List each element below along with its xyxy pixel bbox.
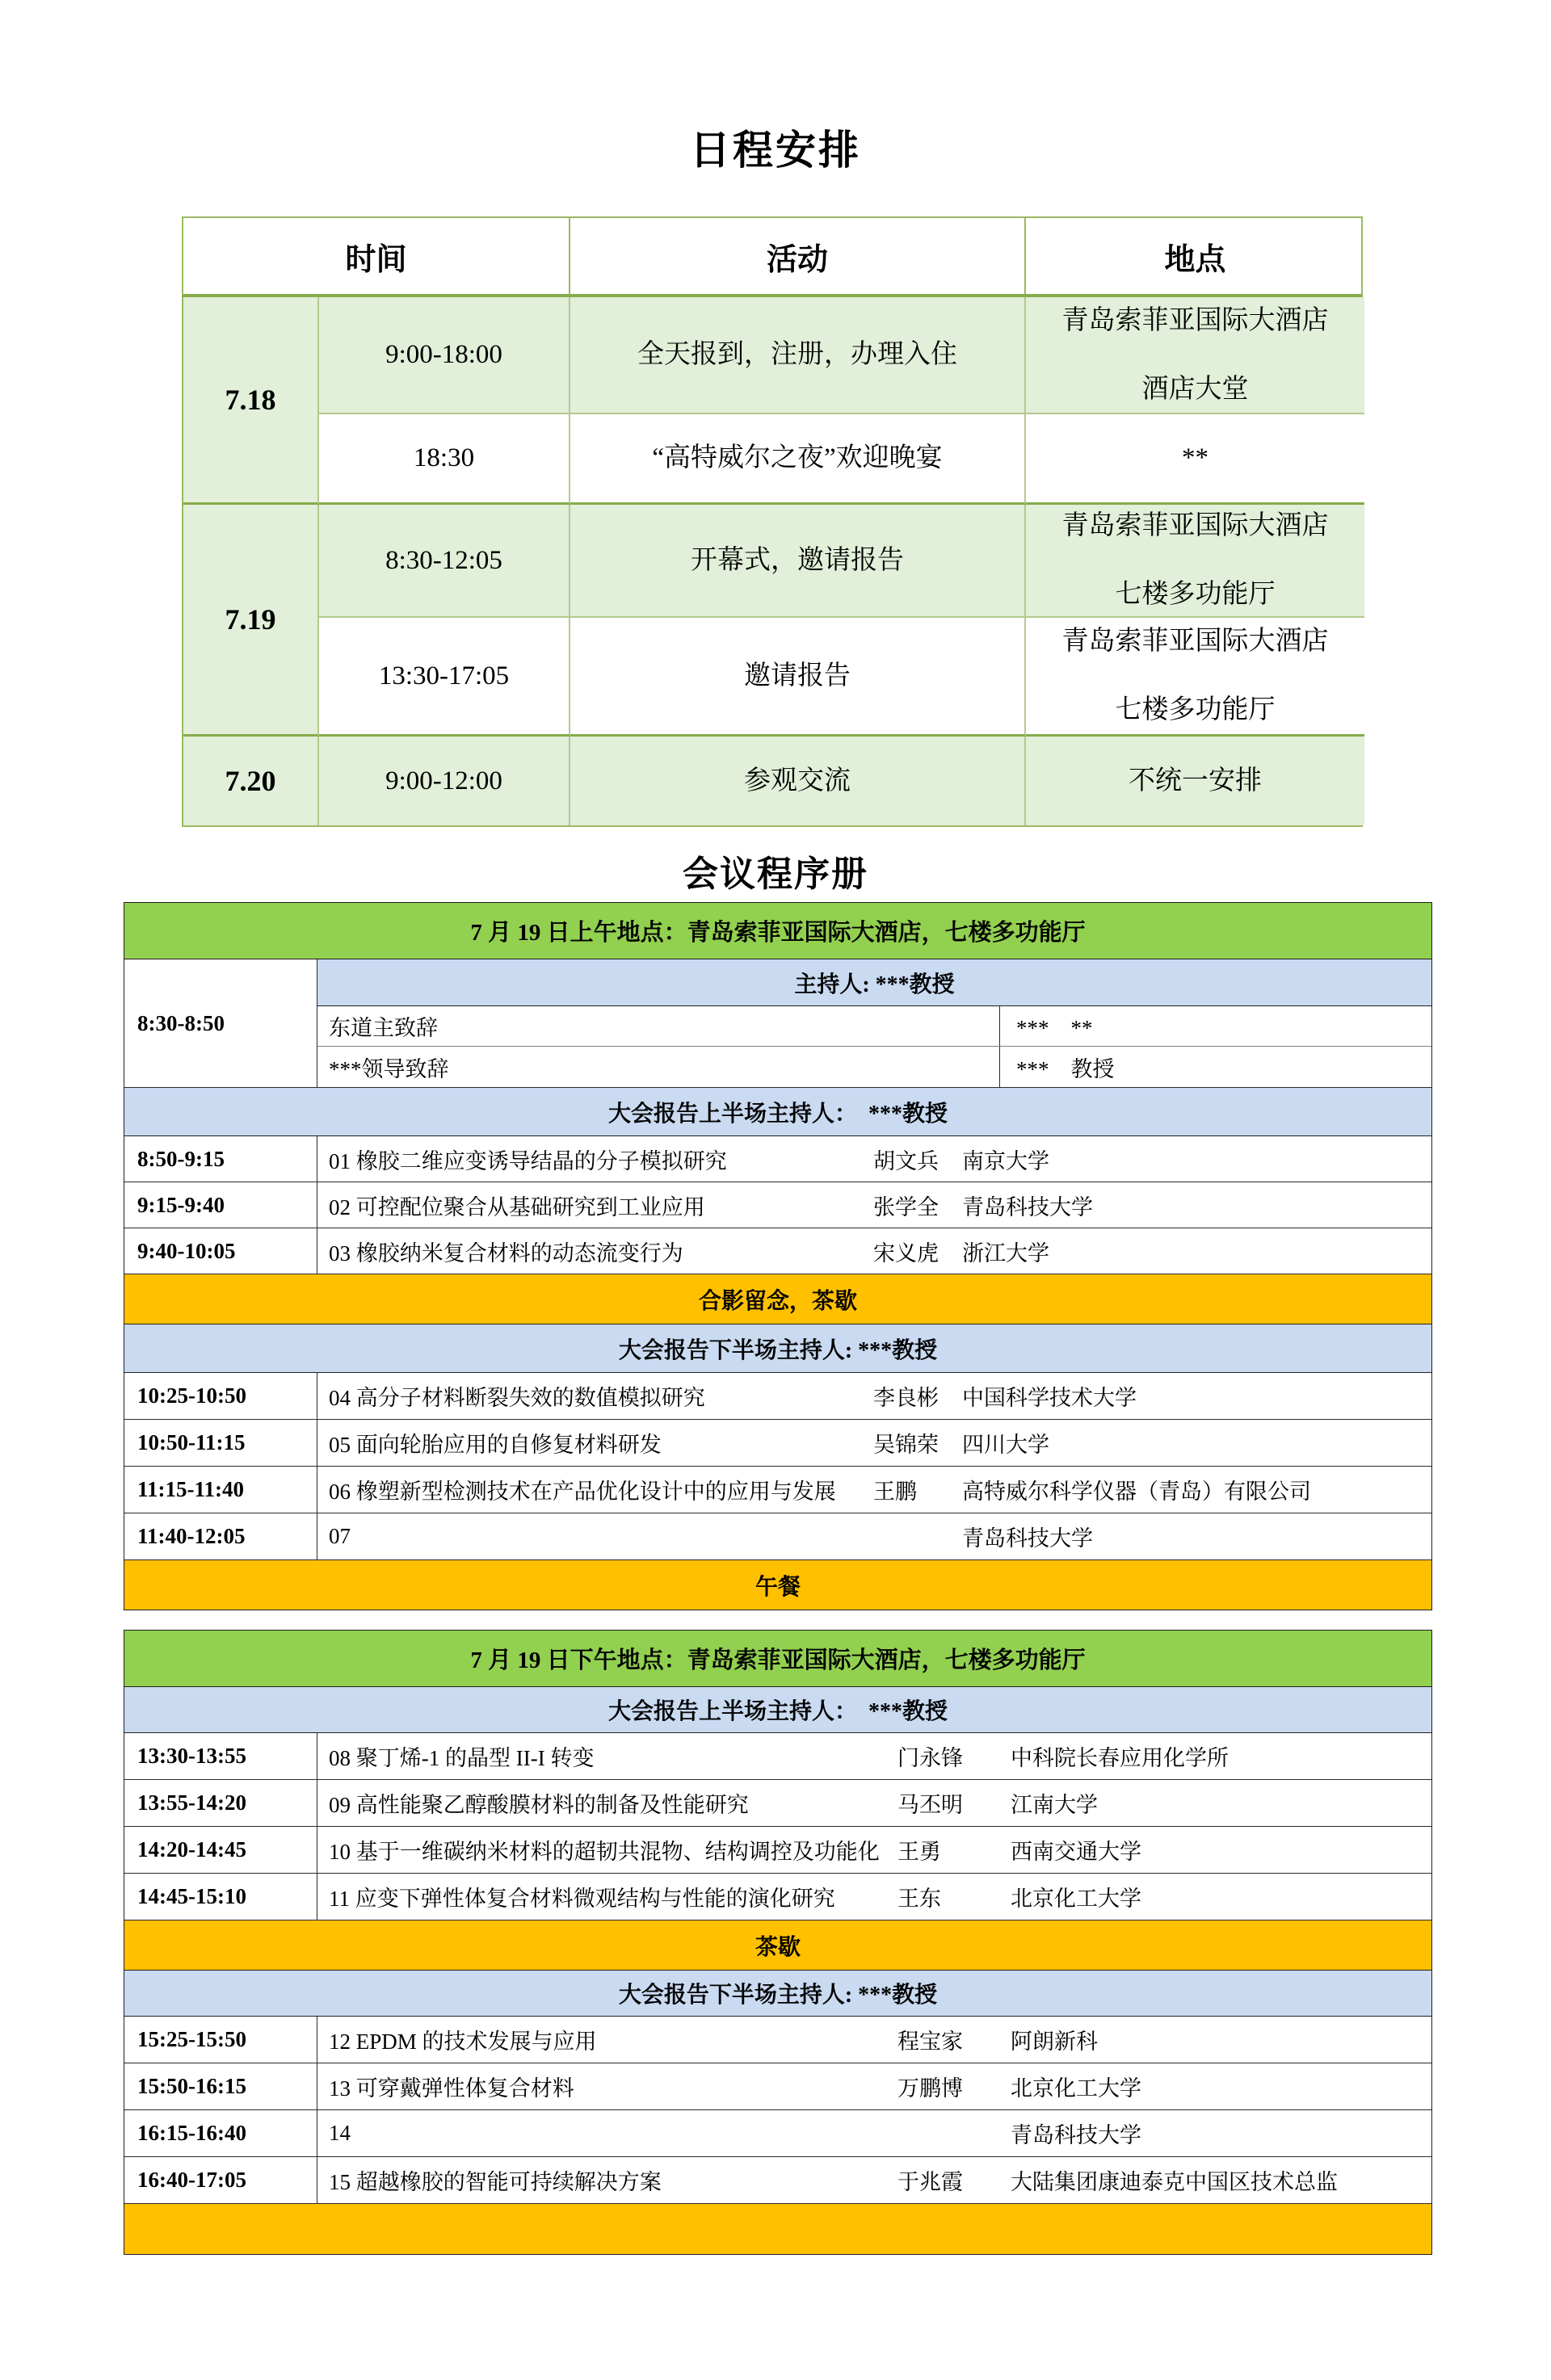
talk-row [124,1513,1431,1560]
talk-row [124,1827,1431,1874]
talk-affiliation: 北京化工大学 [1011,2076,1141,2101]
date-cell: 7.19 [183,505,319,737]
talk-affiliation: 北京化工大学 [1011,1887,1141,1911]
talk-affiliation: 浙江大学 [962,1240,1049,1266]
talk-row [124,1373,1431,1420]
talk-title: 02 可控配位聚合从基础研究到工业应用 [329,1194,705,1219]
session-location-banner: 7 月 19 日上午地点：青岛索菲亚国际大酒店，七楼多功能厅 [124,903,1431,959]
talk-title: 06 橡塑新型检测技术在产品优化设计中的应用与发展 [329,1480,836,1504]
column-header-time: 时间 [183,218,570,294]
column-header-location: 地点 [1164,242,1226,277]
talk-speaker: 宋义虎 [873,1240,939,1266]
talk-affiliation: 西南交通大学 [1011,1840,1141,1864]
schedule-table [182,216,1363,827]
time-cell: 16:15-16:40 [124,2110,317,2156]
location-cell: 不统一安排 [1026,737,1364,825]
talk-affiliation: 南京大学 [962,1148,1049,1173]
section-title: 会议程序册 [683,854,868,894]
time-cell: 18:30 [319,414,570,505]
chair-banner: 大会报告上半场主持人： ***教授 [124,1687,1431,1733]
time-cell: 9:00-18:00 [319,297,570,414]
talk-row [124,1733,1431,1780]
talk-title: 14 [329,2121,351,2145]
talk-title: 15 超越橡胶的智能可持续解决方案 [329,2170,662,2194]
activity-cell: “高特威尔之夜”欢迎晚宴 [570,414,1026,505]
talk-row [124,1182,1431,1228]
talk-row [124,1780,1431,1827]
time-cell: 13:30-13:55 [124,1733,317,1779]
talk-affiliation: 四川大学 [962,1433,1049,1457]
opening-item-label: ***领导致辞 [329,1056,449,1081]
schedule-table-header [182,216,1363,297]
talk-row [124,2110,1431,2157]
time-cell: 11:40-12:05 [124,1513,317,1559]
activity-cell: 开幕式，邀请报告 [570,505,1026,618]
talk-row [124,2063,1431,2110]
chair-banner: 大会报告下半场主持人: ***教授 [124,1324,1431,1373]
chair-banner: 主持人: ***教授 [317,959,1431,1006]
talk-affiliation: 阿朗新科 [1011,2030,1098,2054]
location-cell [1026,297,1364,414]
location-line: 七楼多功能厅 [1115,580,1276,609]
talk-title: 08 聚丁烯-1 的晶型 II-I 转变 [329,1746,595,1770]
talk-speaker: 马丕明 [897,1793,963,1817]
talk-speaker: 王东 [897,1887,941,1911]
time-cell: 13:30-17:05 [319,618,570,737]
time-cell: 8:50-9:15 [124,1136,317,1182]
opening-item-label: 东道主致辞 [329,1016,438,1040]
talk-title: 13 可穿戴弹性体复合材料 [329,2076,574,2101]
chair-banner: 大会报告上半场主持人： ***教授 [124,1088,1431,1136]
session-location-banner: 7 月 19 日下午地点：青岛索菲亚国际大酒店，七楼多功能厅 [124,1631,1431,1687]
talk-affiliation: 江南大学 [1011,1793,1098,1817]
schedule-table-body [182,297,1363,827]
location-cell: ** [1026,414,1364,505]
talk-title: 11 应变下弹性体复合材料微观结构与性能的演化研究 [329,1887,835,1911]
activity-cell: 全天报到，注册，办理入住 [570,297,1026,414]
time-cell: 9:00-12:00 [319,737,570,825]
date-cell: 7.20 [183,737,319,825]
talk-affiliation: 高特威尔科学仪器（青岛）有限公司 [962,1480,1311,1504]
talk-row [124,1467,1431,1513]
opening-item-person: *** ** [999,1006,1431,1046]
talk-speaker: 吴锦荣 [873,1433,939,1457]
break-banner: 合影留念，茶歇 [124,1274,1431,1324]
time-cell: 11:15-11:40 [124,1467,317,1513]
talk-speaker: 胡文兵 [873,1148,939,1173]
location-line: 七楼多功能厅 [1115,695,1276,724]
talk-affiliation: 大陆集团康迪泰克中国区技术总监 [1011,2170,1338,2194]
end-banner [124,2204,1431,2254]
talk-row [124,1874,1431,1920]
talk-title: 09 高性能聚乙醇酸膜材料的制备及性能研究 [329,1793,749,1817]
column-header-activity: 活动 [570,218,1026,294]
opening-block [124,959,1431,1088]
talk-speaker: 程宝家 [897,2030,963,2054]
talk-speaker: 万鹏博 [897,2076,963,2101]
time-cell: 9:15-9:40 [124,1182,317,1228]
date-cell: 7.18 [183,297,319,505]
talk-affiliation: 中科院长春应用化学所 [1011,1746,1229,1770]
opening-item-person: *** 教授 [999,1047,1431,1087]
talk-title: 07 [329,1524,351,1548]
activity-cell: 邀请报告 [570,618,1026,737]
talk-speaker: 门永锋 [897,1746,963,1770]
time-cell: 13:55-14:20 [124,1780,317,1826]
talk-speaker: 王勇 [897,1840,941,1864]
opening-item-row [317,1006,1431,1047]
talk-speaker: 于兆霞 [897,2170,963,2194]
talk-row [124,1228,1431,1274]
location-line: 酒店大堂 [1141,374,1249,404]
location-cell [1026,505,1364,618]
talk-title: 01 橡胶二维应变诱导结晶的分子模拟研究 [329,1148,727,1173]
talk-speaker: 张学全 [873,1194,939,1219]
talk-row [124,2017,1431,2063]
location-line: 青岛索菲亚国际大酒店 [1061,305,1329,335]
talk-row [124,2157,1431,2204]
time-cell: 8:30-8:50 [124,959,317,1087]
time-cell: 14:20-14:45 [124,1827,317,1873]
time-cell: 9:40-10:05 [124,1228,317,1274]
talk-title: 10 基于一维碳纳米材料的超韧共混物、结构调控及功能化 [329,1840,880,1864]
talk-affiliation: 中国科学技术大学 [962,1386,1137,1410]
talk-title: 12 EPDM 的技术发展与应用 [329,2030,597,2054]
time-cell: 10:50-11:15 [124,1420,317,1466]
talk-speaker: 李良彬 [873,1386,939,1410]
lunch-banner: 午餐 [124,1560,1431,1610]
time-cell: 14:45-15:10 [124,1874,317,1920]
chair-banner: 大会报告下半场主持人: ***教授 [124,1971,1431,2017]
talk-affiliation: 青岛科技大学 [962,1194,1093,1219]
opening-item-row [317,1047,1431,1087]
time-cell: 10:25-10:50 [124,1373,317,1419]
talk-title: 05 面向轮胎应用的自修复材料研发 [329,1433,662,1457]
afternoon-program-table [124,1630,1432,2255]
talk-row [124,1420,1431,1467]
talk-row [124,1136,1431,1182]
talk-title: 03 橡胶纳米复合材料的动态流变行为 [329,1240,683,1266]
time-cell: 8:30-12:05 [319,505,570,618]
talk-speaker: 王鹏 [873,1480,917,1504]
page-title: 日程安排 [690,128,861,173]
location-line: 青岛索菲亚国际大酒店 [1061,511,1329,541]
location-line: 青岛索菲亚国际大酒店 [1061,627,1329,657]
time-cell: 16:40-17:05 [124,2157,317,2203]
talk-affiliation: 青岛科技大学 [962,1526,1093,1551]
talk-title: 04 高分子材料断裂失效的数值模拟研究 [329,1386,705,1410]
break-banner: 茶歇 [124,1920,1431,1971]
location-cell [1026,618,1364,737]
time-cell: 15:50-16:15 [124,2063,317,2109]
activity-cell: 参观交流 [570,737,1026,825]
talk-affiliation: 青岛科技大学 [1011,2123,1141,2147]
morning-program-table [124,902,1432,1610]
time-cell: 15:25-15:50 [124,2017,317,2063]
